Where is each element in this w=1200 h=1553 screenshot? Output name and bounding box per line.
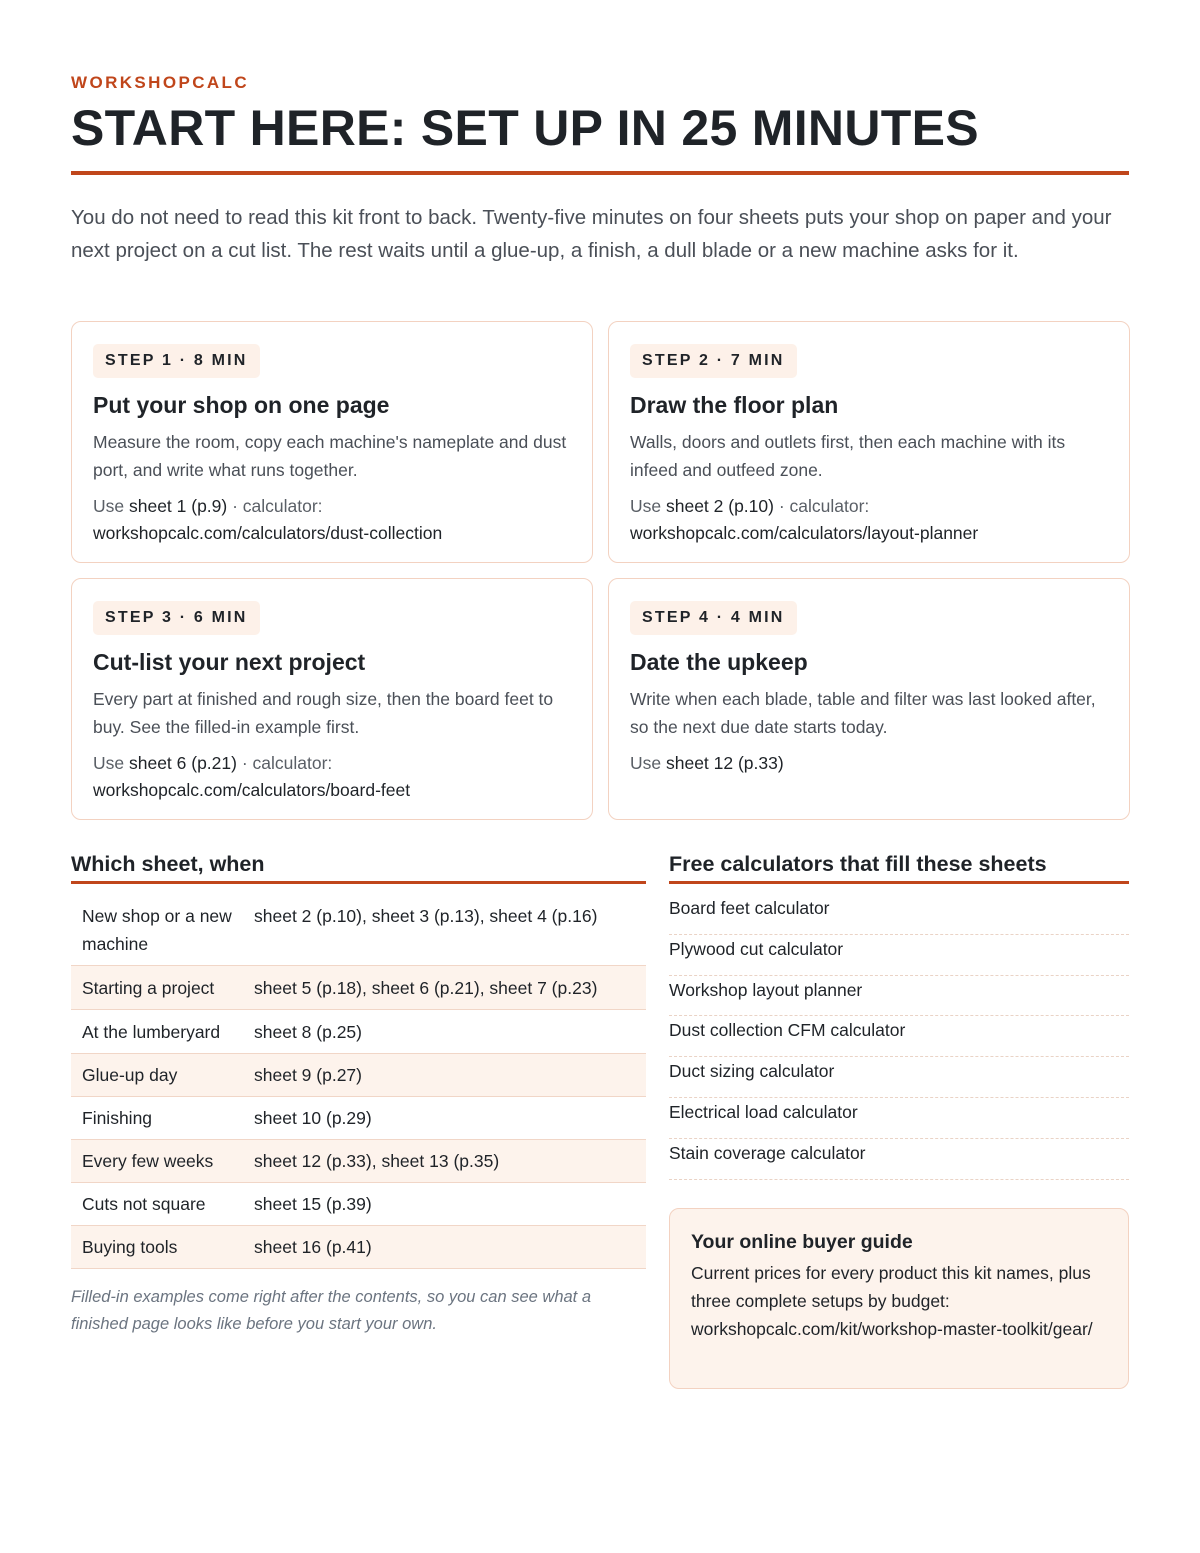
use-prefix: Use <box>93 753 129 773</box>
step-description: Every part at finished and rough size, then the board feet to buy. See the filled-in example first. <box>93 689 554 737</box>
sheets-cell: sheet 9 (p.27) <box>254 1054 646 1097</box>
calculator-list <box>669 894 1129 1180</box>
step-description: Measure the room, copy each machine's nameplate and dust port, and write what runs together. <box>93 432 567 480</box>
table-row <box>71 894 646 966</box>
title-divider <box>71 171 1129 175</box>
sheets-cell: sheet 15 (p.39) <box>254 1183 646 1226</box>
buyer-guide-title: Your online buyer guide <box>691 1231 913 1253</box>
calculator-url: workshopcalc.com/calculators/board-feet <box>93 780 411 800</box>
table-row <box>71 1183 646 1226</box>
use-prefix: Use <box>93 496 129 516</box>
buyer-guide-text: Current prices for every product this kit names, plus three complete setups by budget: workshopcalc.com/kit/workshop-master-toolkit/gear/ <box>691 1263 1093 1339</box>
step-title: Cut-list your next project <box>93 649 366 675</box>
step-badge: STEP 1 · 8 MIN <box>93 344 260 378</box>
list-item: Dust collection CFM calculator <box>669 1016 1129 1057</box>
when-cell: Finishing <box>71 1097 254 1140</box>
use-prefix: Use <box>630 496 666 516</box>
list-item: Plywood cut calculator <box>669 935 1129 976</box>
when-cell: Glue-up day <box>71 1054 254 1097</box>
list-item: Duct sizing calculator <box>669 1057 1129 1098</box>
step-badge: STEP 4 · 4 MIN <box>630 601 797 635</box>
table-row <box>71 1226 646 1269</box>
step-use-line <box>630 493 1110 547</box>
step-badge: STEP 3 · 6 MIN <box>93 601 260 635</box>
brand-label: WORKSHOPCALC <box>71 73 250 92</box>
table-row <box>71 966 646 1010</box>
sheets-cell: sheet 5 (p.18), sheet 6 (p.21), sheet 7 (p.23) <box>254 966 646 1010</box>
table-row <box>71 1140 646 1183</box>
sheet-ref: sheet 6 (p.21) <box>128 753 237 773</box>
step-use-line <box>93 750 573 804</box>
table-row <box>71 1054 646 1097</box>
step-card-4 <box>608 578 1130 820</box>
sheets-cell: sheet 2 (p.10), sheet 3 (p.13), sheet 4 (p.16) <box>254 894 646 966</box>
when-cell: Buying tools <box>71 1226 254 1269</box>
when-cell: Cuts not square <box>71 1183 254 1226</box>
calculators-heading: Free calculators that fill these sheets <box>669 848 1129 884</box>
step-use-line <box>630 750 1110 777</box>
step-description: Write when each blade, table and filter was last looked after, so the next due date starts today. <box>630 689 1096 737</box>
sheets-cell: sheet 16 (p.41) <box>254 1226 646 1269</box>
which-sheet-section <box>71 848 646 1338</box>
table-row <box>71 1097 646 1140</box>
calculator-label: · calculator: <box>227 496 323 516</box>
step-title: Date the upkeep <box>630 649 808 675</box>
sheets-cell: sheet 8 (p.25) <box>254 1010 646 1054</box>
step-badge: STEP 2 · 7 MIN <box>630 344 797 378</box>
which-sheet-heading: Which sheet, when <box>71 848 646 884</box>
when-cell: Starting a project <box>71 966 254 1010</box>
calculators-section <box>669 848 1129 1339</box>
sheet-ref: sheet 2 (p.10) <box>665 496 774 516</box>
step-description: Walls, doors and outlets first, then each machine with its infeed and outfeed zone. <box>630 432 1066 480</box>
step-card-2 <box>608 321 1130 563</box>
step-use-line <box>93 493 573 547</box>
step-title: Draw the floor plan <box>630 392 839 418</box>
step-title: Put your shop on one page <box>93 392 390 418</box>
step-card-1 <box>71 321 593 563</box>
calculator-label: · calculator: <box>236 753 333 773</box>
intro-paragraph: You do not need to read this kit front to back. Twenty-five minutes on four sheets puts your shop on paper and your next project on a cut list. The rest waits until a glue-up, a finish, a dull blade or a new machine asks for it. <box>71 206 1112 262</box>
sheet-ref: sheet 12 (p.33) <box>665 753 784 773</box>
use-prefix: Use <box>630 753 666 773</box>
footnote: Filled-in examples come right after the contents, so you can see what a finished page looks like before you start your own. <box>71 1288 592 1333</box>
sheets-cell: sheet 12 (p.33), sheet 13 (p.35) <box>254 1140 646 1183</box>
page-title: START HERE: SET UP IN 25 MINUTES <box>71 100 979 156</box>
when-cell: At the lumberyard <box>71 1010 254 1054</box>
which-sheet-table <box>71 894 646 1269</box>
sheet-ref: sheet 1 (p.9) <box>128 496 228 516</box>
list-item: Electrical load calculator <box>669 1098 1129 1139</box>
buyer-guide-box <box>669 1208 1129 1389</box>
sheets-cell: sheet 10 (p.29) <box>254 1097 646 1140</box>
table-row <box>71 1010 646 1054</box>
when-cell: Every few weeks <box>71 1140 254 1183</box>
list-item: Board feet calculator <box>669 894 1129 935</box>
calculator-label: · calculator: <box>773 496 870 516</box>
list-item: Workshop layout planner <box>669 976 1129 1017</box>
list-item: Stain coverage calculator <box>669 1139 1129 1180</box>
calculator-url: workshopcalc.com/calculators/dust-collection <box>93 523 443 543</box>
step-card-3 <box>71 578 593 820</box>
calculator-url: workshopcalc.com/calculators/layout-planner <box>630 523 979 543</box>
when-cell: New shop or a new machine <box>71 894 254 966</box>
